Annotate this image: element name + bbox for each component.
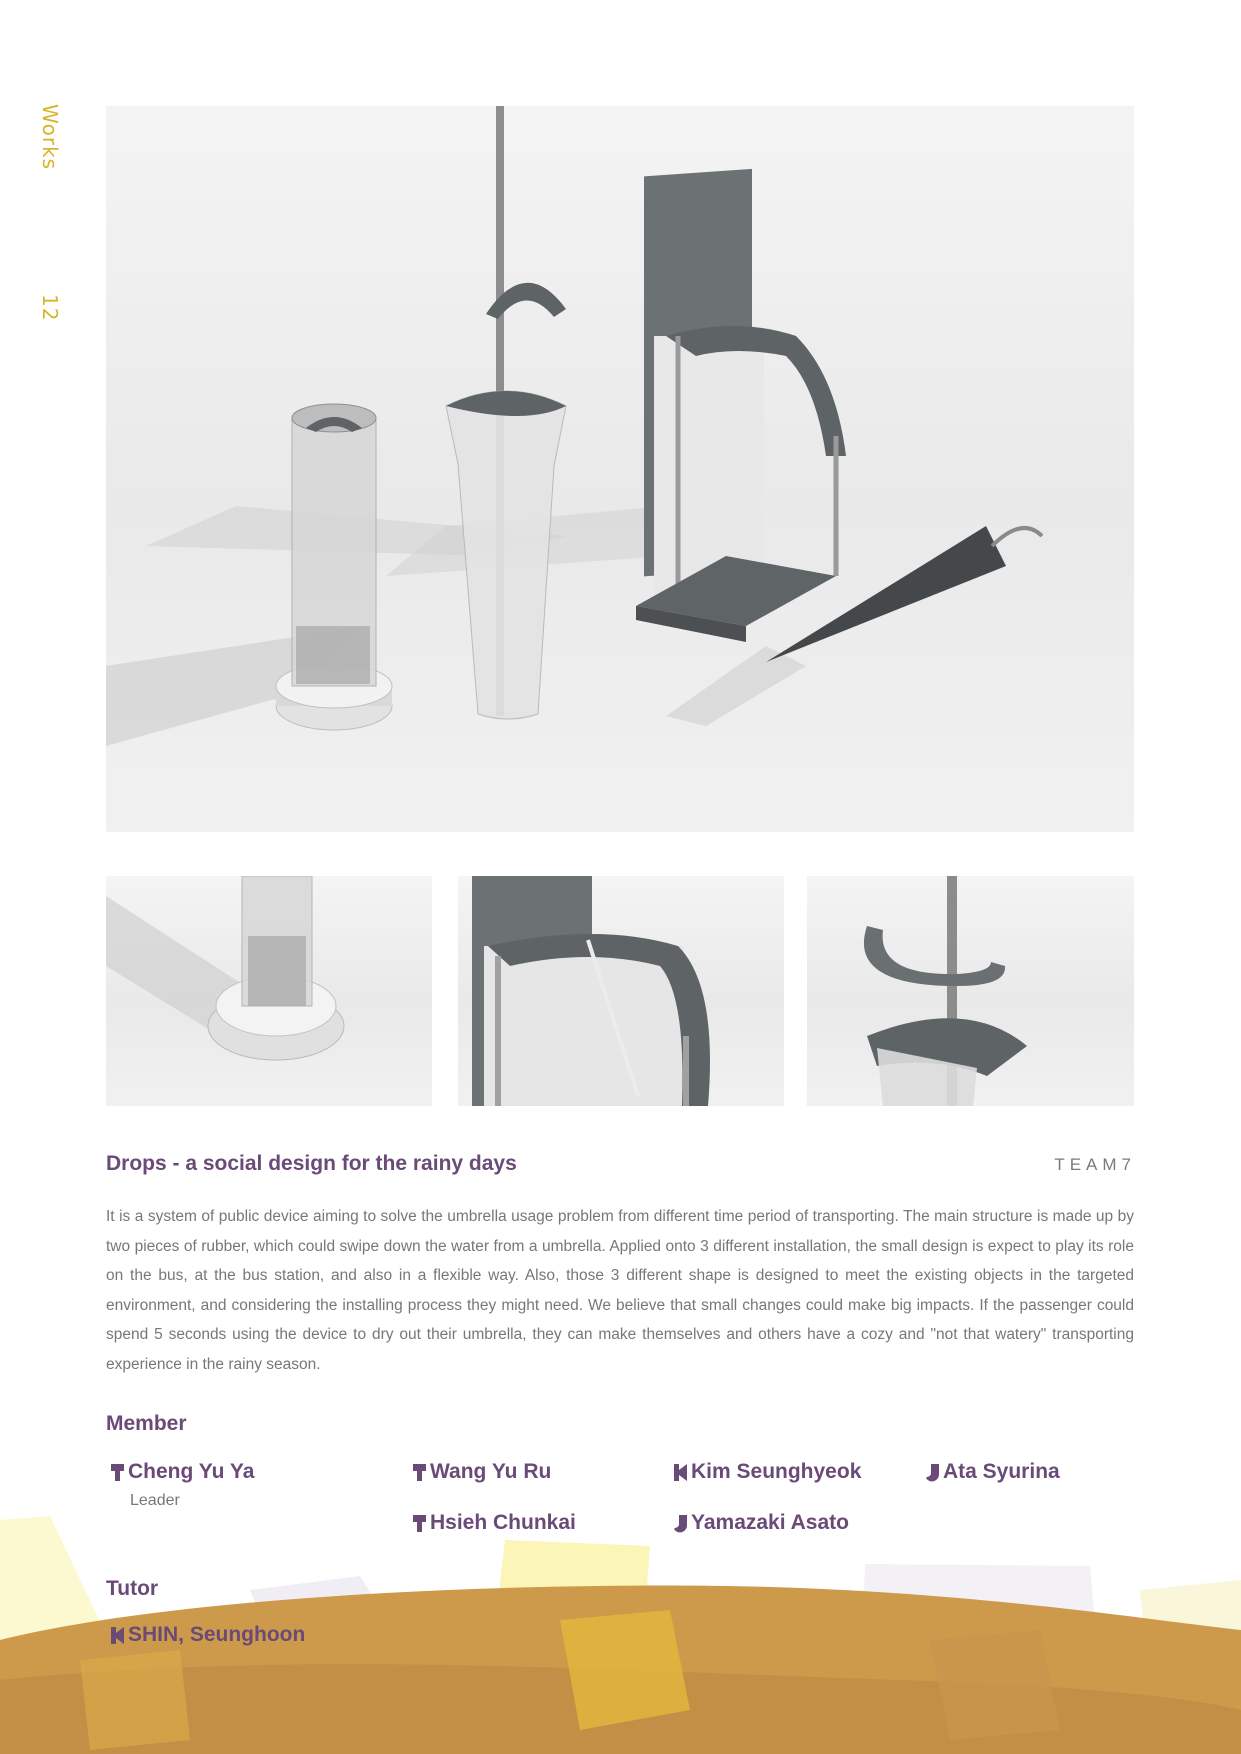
thumbnail-image-2: [458, 876, 784, 1106]
tutor-heading: Tutor: [106, 1577, 159, 1600]
taiwan-mark-icon: [412, 1463, 427, 1482]
tutor-shin-seunghoon: [110, 1623, 305, 1647]
tutor-name: SHIN, Seunghoon: [128, 1623, 306, 1646]
member-name: Cheng Yu Ya: [128, 1460, 255, 1483]
thumbnail-image-1: [106, 876, 432, 1106]
thumbnail-image-3: [807, 876, 1134, 1106]
page-number: 12: [38, 294, 62, 322]
member-name: Hsieh Chunkai: [430, 1511, 576, 1534]
member-name: Wang Yu Ru: [430, 1460, 552, 1483]
member-name: Kim Seunghyeok: [691, 1460, 862, 1483]
member-role: Leader: [130, 1492, 180, 1509]
project-title: Drops - a social design for the rainy days: [106, 1152, 517, 1175]
korea-mark-icon: [673, 1463, 688, 1482]
japan-mark-icon: [925, 1463, 940, 1482]
decorative-background: [0, 1480, 1241, 1754]
member-heading: Member: [106, 1412, 187, 1435]
project-description: It is a system of public device aiming to solve the umbrella usage problem from different time period of transporting. The main structure is made up by two pieces of rubber, which could swipe down the water from a umbrella. Applied onto 3 different installation, the small design is expect to play its role on the bus, at the bus station, and also in a flexible way. Also, those 3 different shape is designed to meet the existing objects in the targeted environment, and considering the installing process they might need. We believe that small changes could make big impacts. If the passenger could spend 5 seconds using the device to dry out their umbrella, they can make themselves and others have a cozy and "not that watery" transporting experience in the rainy season.: [106, 1208, 1134, 1373]
member-name: Yamazaki Asato: [691, 1511, 849, 1534]
team-label: TEAM7: [1054, 1155, 1136, 1174]
member-name: Ata Syurina: [943, 1460, 1060, 1483]
section-label: Works: [38, 104, 62, 171]
hero-image: [106, 106, 1134, 832]
taiwan-mark-icon: [110, 1463, 125, 1482]
korea-mark-icon: [110, 1626, 125, 1645]
